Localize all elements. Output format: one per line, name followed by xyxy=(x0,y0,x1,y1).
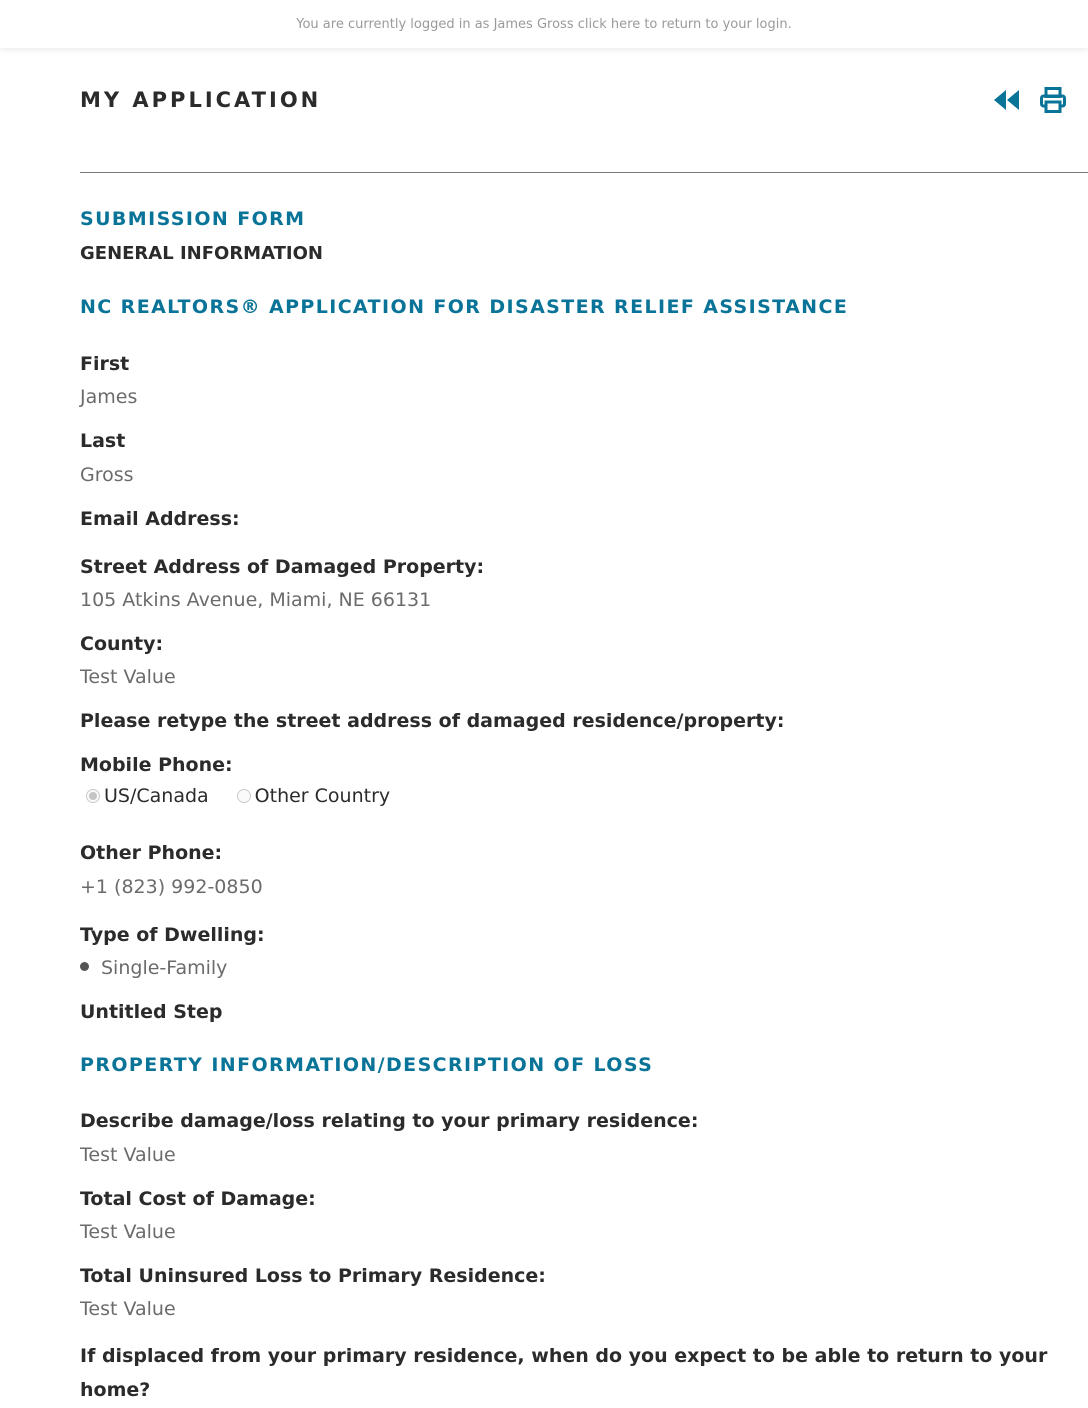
radio-button-us-canada[interactable] xyxy=(86,789,100,803)
header-actions xyxy=(992,86,1068,114)
section-property-information: PROPERTY INFORMATION/DESCRIPTION OF LOSS xyxy=(80,1054,654,1076)
other-phone-label: Other Phone: xyxy=(80,842,223,864)
bullet-icon xyxy=(80,962,89,971)
first-value: James xyxy=(80,386,138,408)
mobile-phone-label: Mobile Phone: xyxy=(80,754,233,776)
radio-us-canada[interactable] xyxy=(86,785,209,807)
page-header xyxy=(80,48,1088,173)
section-submission-form: SUBMISSION FORM xyxy=(80,208,306,230)
displaced-return-label: If displaced from your primary residence, when do you expect to be able to return to your home? xyxy=(80,1345,1048,1401)
print-button[interactable] xyxy=(1038,86,1068,114)
county-value: Test Value xyxy=(80,666,176,688)
total-cost-value: Test Value xyxy=(80,1221,176,1243)
total-cost-label: Total Cost of Damage: xyxy=(80,1188,316,1210)
last-value: Gross xyxy=(80,464,134,486)
street-address-value: 105 Atkins Avenue, Miami, NE 66131 xyxy=(80,589,432,611)
dwelling-type-value: Single-Family xyxy=(101,957,228,979)
rewind-icon xyxy=(993,88,1021,112)
uninsured-loss-value: Test Value xyxy=(80,1298,176,1320)
street-address-label: Street Address of Damaged Property: xyxy=(80,556,485,578)
email-label: Email Address: xyxy=(80,508,240,530)
radio-label-us-canada: US/Canada xyxy=(104,785,209,807)
radio-other-country[interactable] xyxy=(237,785,390,807)
other-phone-value: +1 (823) 992-0850 xyxy=(80,876,263,898)
damage-description-value: Test Value xyxy=(80,1144,176,1166)
back-button[interactable] xyxy=(992,86,1022,114)
county-label: County: xyxy=(80,633,164,655)
mobile-phone-options xyxy=(86,785,390,807)
damage-description-label: Describe damage/loss relating to your primary residence: xyxy=(80,1110,699,1132)
first-label: First xyxy=(80,353,130,375)
retype-address-label: Please retype the street address of damaged residence/property: xyxy=(80,710,785,732)
uninsured-loss-label: Total Uninsured Loss to Primary Residence: xyxy=(80,1265,546,1287)
last-label: Last xyxy=(80,430,126,452)
page-title: MY APPLICATION xyxy=(80,88,322,112)
dwelling-type-item xyxy=(80,954,227,982)
untitled-step-label: Untitled Step xyxy=(80,1001,223,1023)
radio-label-other-country: Other Country xyxy=(254,785,391,807)
subtitle-general-information: GENERAL INFORMATION xyxy=(80,243,323,264)
section-application-heading: NC REALTORS® APPLICATION FOR DISASTER RELIEF ASSISTANCE xyxy=(80,296,849,318)
dwelling-type-label: Type of Dwelling: xyxy=(80,924,265,946)
impersonation-message[interactable]: You are currently logged in as James Gross click here to return to your login. xyxy=(296,17,792,32)
print-icon xyxy=(1040,87,1066,113)
impersonation-banner[interactable] xyxy=(0,0,1088,48)
application-page xyxy=(80,48,1088,1401)
radio-button-other-country[interactable] xyxy=(237,789,251,803)
